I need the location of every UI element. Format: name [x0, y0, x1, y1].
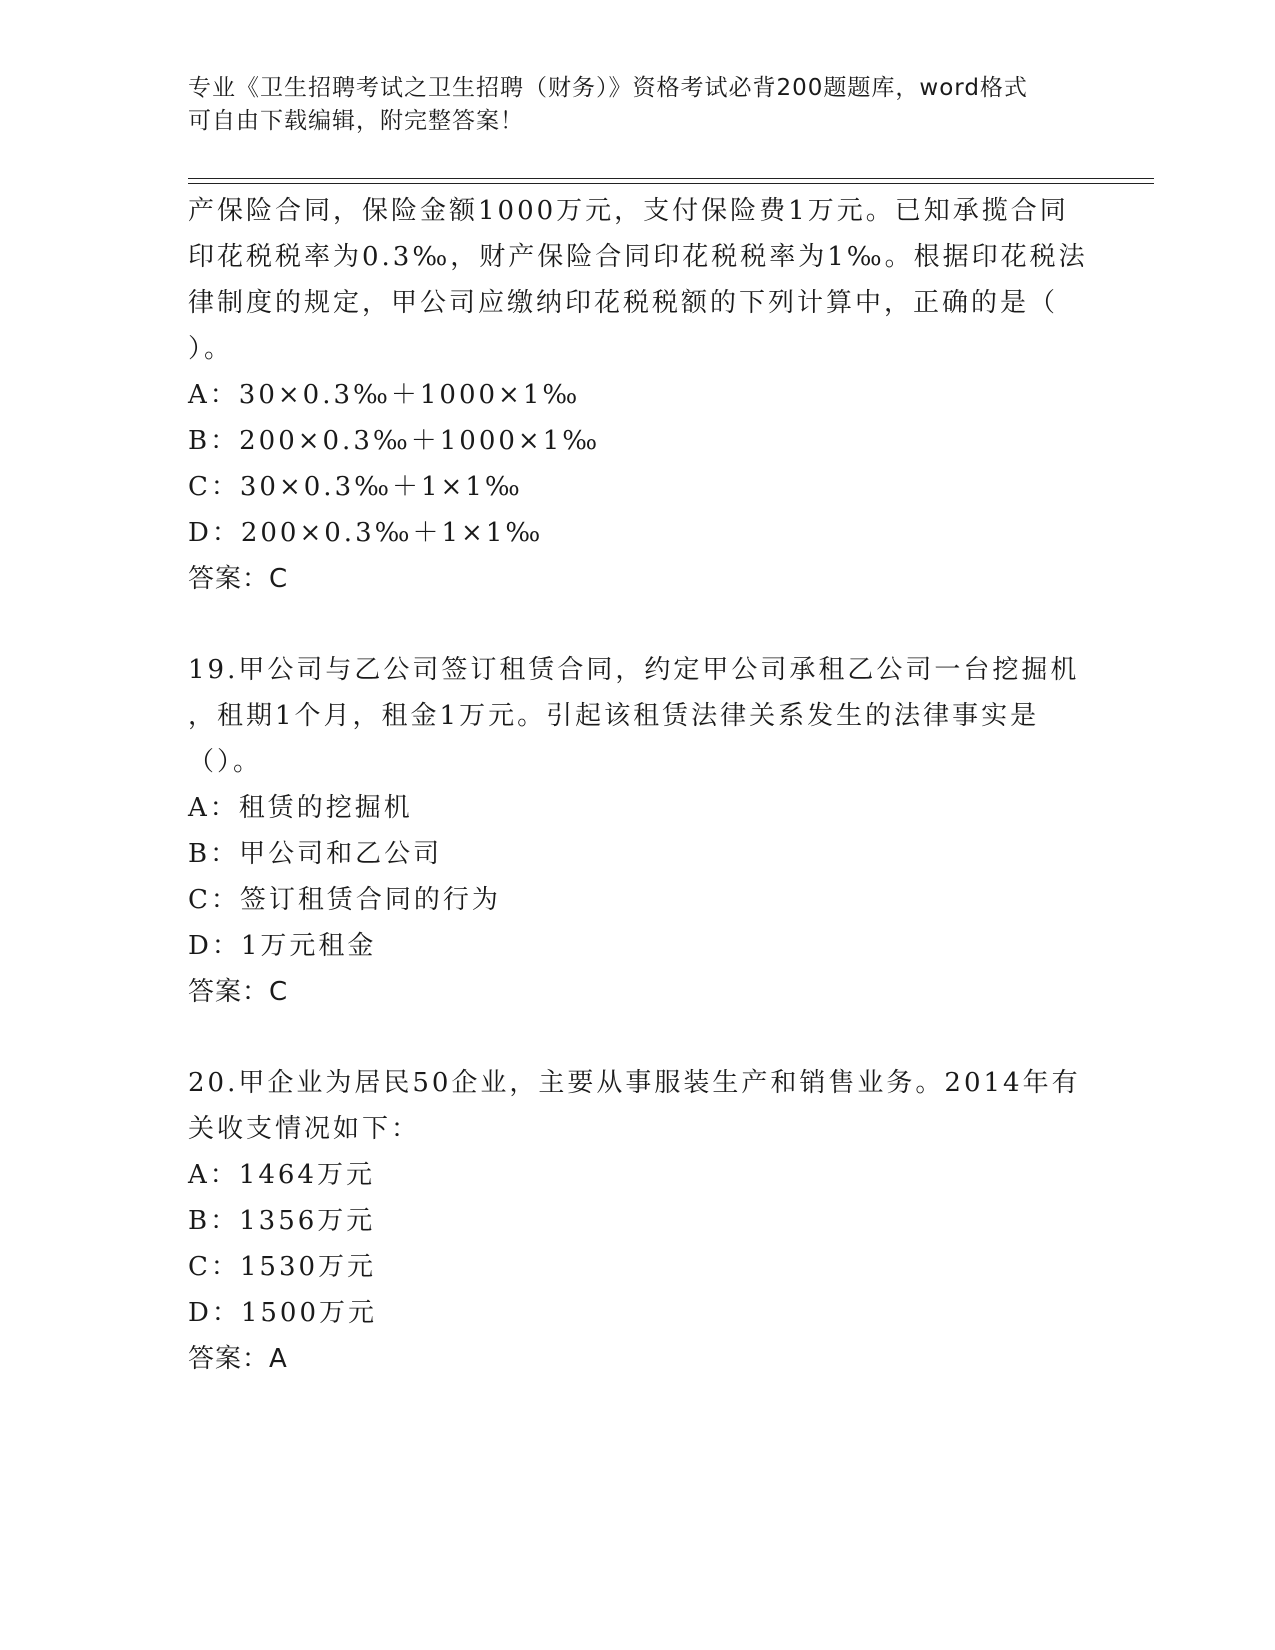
question-19-option-d: D：1万元租金 — [188, 931, 377, 961]
question-20-option-a: A：1464万元 — [188, 1160, 375, 1190]
question-19 — [188, 647, 1088, 1015]
question-18-text-line: ）。 — [188, 334, 234, 364]
question-spacer — [188, 1015, 1088, 1060]
question-18-answer: 答案：C — [188, 564, 289, 594]
question-19-text-line: （）。 — [188, 747, 263, 777]
question-18-option-a: A：30×0.3‰＋1000×1‰ — [188, 380, 581, 410]
question-18-option-d: D：200×0.3‰＋1×1‰ — [188, 518, 544, 548]
header-divider-bottom — [188, 183, 1154, 184]
question-19-answer: 答案：C — [188, 977, 289, 1007]
question-20-answer: 答案：A — [188, 1344, 288, 1374]
header-divider-top — [188, 178, 1154, 179]
header-title-line-1: 专业《卫生招聘考试之卫生招聘（财务）》资格考试必背200题题库，word格式 — [188, 75, 1028, 101]
question-20 — [188, 1060, 1088, 1382]
question-19-option-c: C：签订租赁合同的行为 — [188, 885, 501, 915]
document-body — [188, 188, 1088, 1382]
header-title-line-2: 可自由下载编辑，附完整答案！ — [188, 108, 524, 134]
question-18-continued — [188, 188, 1088, 602]
question-18-text-line: 产保险合同，保险金额1000万元，支付保险费1万元。已知承揽合同 — [188, 196, 1069, 226]
question-19-option-a: A：租赁的挖掘机 — [188, 793, 413, 823]
document-header — [188, 72, 1068, 138]
question-18-option-b: B：200×0.3‰＋1000×1‰ — [188, 426, 601, 456]
question-spacer — [188, 602, 1088, 647]
question-19-text-line: ，租期1个月，租金1万元。引起该租赁法律关系发生的法律事实是 — [188, 701, 1040, 731]
question-20-text-line: 20.甲企业为居民50企业，主要从事服装生产和销售业务。2014年有 — [188, 1068, 1081, 1098]
question-20-text-line: 关收支情况如下： — [188, 1114, 421, 1144]
question-19-text-line: 19.甲公司与乙公司签订租赁合同，约定甲公司承租乙公司一台挖掘机 — [188, 655, 1080, 685]
question-18-text-line: 印花税税率为0.3‰，财产保险合同印花税税率为1‰。根据印花税法 — [188, 242, 1088, 272]
question-20-option-c: C：1530万元 — [188, 1252, 377, 1282]
question-18-text-line: 律制度的规定，甲公司应缴纳印花税税额的下列计算中，正确的是（ — [188, 288, 1059, 318]
question-20-option-d: D：1500万元 — [188, 1298, 378, 1328]
question-20-option-b: B：1356万元 — [188, 1206, 376, 1236]
question-19-option-b: B：甲公司和乙公司 — [188, 839, 443, 869]
question-18-option-c: C：30×0.3‰＋1×1‰ — [188, 472, 523, 502]
